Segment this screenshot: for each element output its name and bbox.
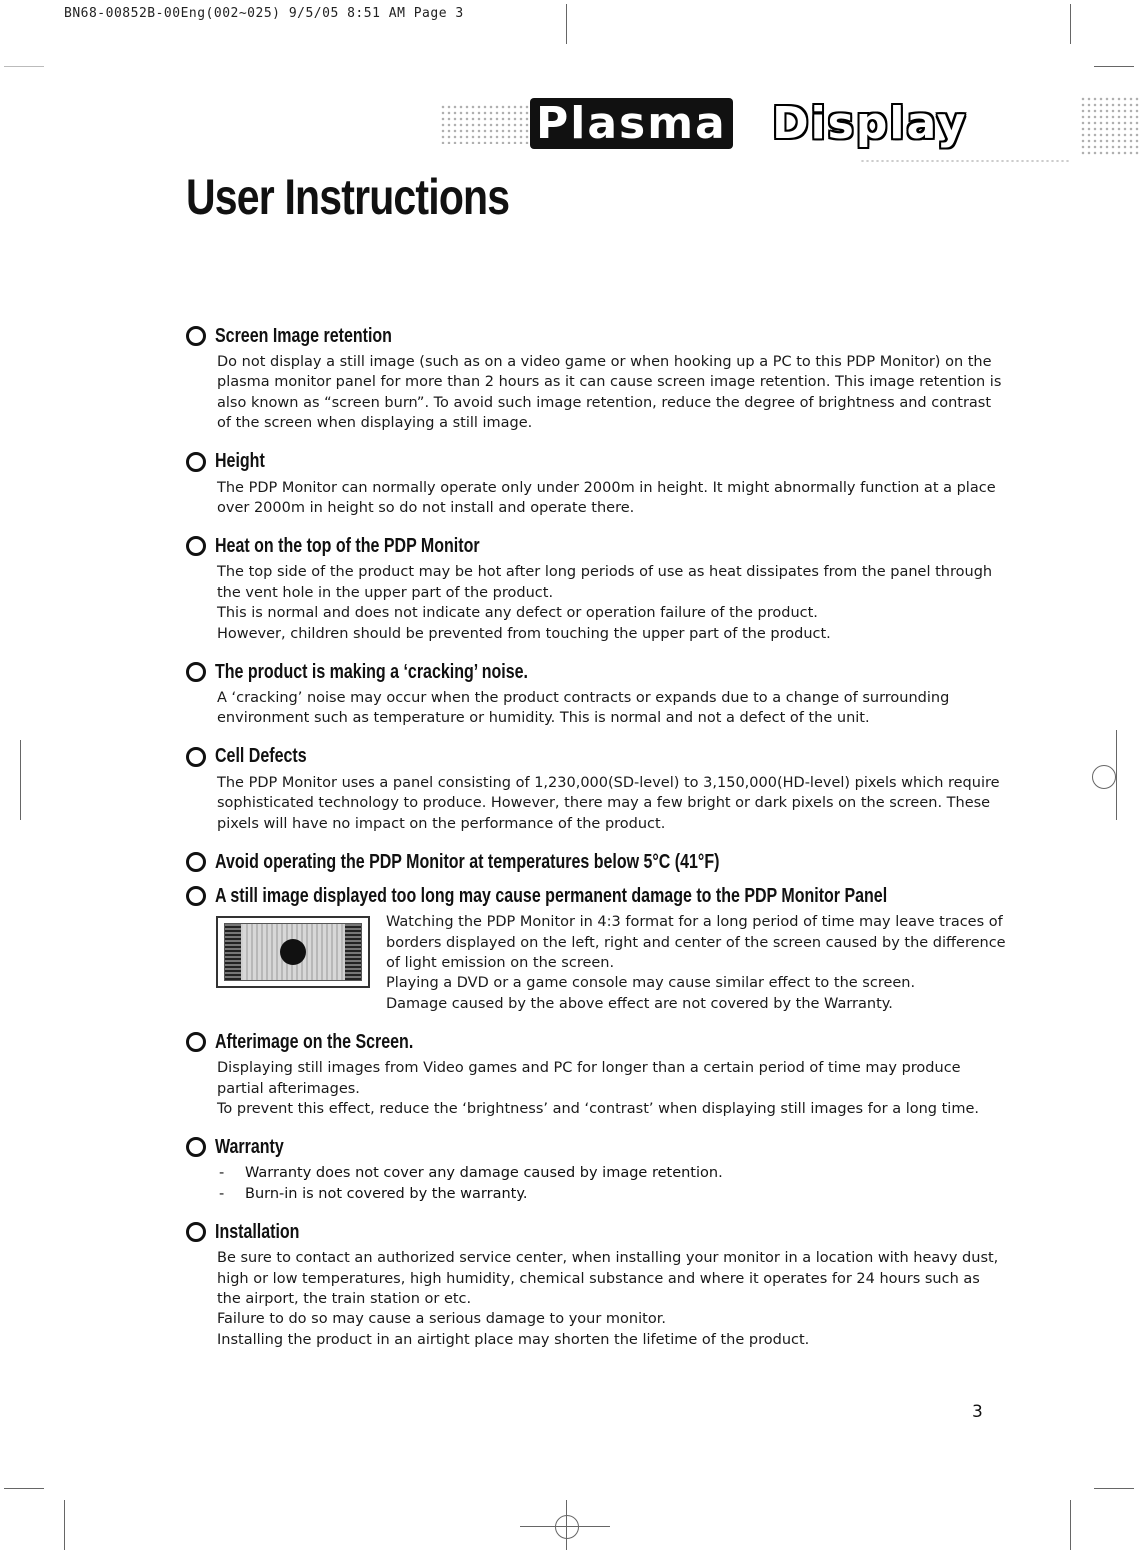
plasma-display-logo	[520, 96, 1000, 156]
section-paragraph: This is normal and does not indicate any defect or operation failure of the product.	[217, 605, 818, 622]
section-title: Screen Image retention	[215, 324, 392, 347]
logo-dot-pattern	[440, 104, 530, 144]
burn-in-illustration	[216, 916, 370, 988]
section-afterimage	[186, 1026, 1006, 1119]
circle-bullet-icon	[186, 747, 206, 767]
section-temperature	[186, 846, 1006, 878]
left-border-trace	[225, 924, 241, 980]
print-header: BN68-00852B-00Eng(002~025) 9/5/05 8:51 AM Page 3	[64, 6, 464, 21]
section-paragraph: However, children should be prevented from touching the upper part of the product.	[217, 625, 831, 642]
list-item: - Burn-in is not covered by the warranty.	[217, 1184, 1006, 1204]
section-title: A still image displayed too long may cause permanent damage to the PDP Monitor Panel	[215, 884, 888, 907]
registration-mark-icon	[555, 1515, 579, 1539]
crop-mark	[1070, 4, 1071, 44]
crop-mark	[1094, 66, 1134, 67]
crop-mark	[1116, 730, 1117, 820]
logo-word-plasma: Plasma	[530, 98, 733, 149]
section-paragraph: Displaying still images from Video games and PC for longer than a certain period of time may produce partial afterimages.	[217, 1060, 961, 1097]
section-title: Avoid operating the PDP Monitor at temperatures below 5°C (41°F)	[215, 850, 720, 873]
section-paragraph: Damage caused by the above effect are not covered by the Warranty.	[386, 995, 893, 1012]
section-paragraph: Do not display a still image (such as on a video game or when hooking up a PC to this PDP Monitor) on the plasma monitor panel for more than 2 hours as it can cause screen image retention. This image retention is also known as “screen burn”. To avoid such image retention, reduce the degree of brightness and contrast of the screen when displaying a still image.	[217, 354, 1002, 432]
instruction-sections	[186, 320, 1006, 1362]
section-title: The product is making a ‘cracking’ noise.	[215, 660, 528, 683]
section-heat	[186, 530, 1006, 644]
circle-bullet-icon	[186, 452, 206, 472]
section-installation	[186, 1216, 1006, 1350]
section-screen-image-retention	[186, 320, 1006, 434]
crop-mark	[520, 1526, 610, 1527]
section-title: Installation	[215, 1220, 300, 1243]
section-paragraph: To prevent this effect, reduce the ‘brightness’ and ‘contrast’ when displaying still images for a long time.	[217, 1100, 979, 1117]
circle-bullet-icon	[186, 662, 206, 682]
center-spot-icon	[280, 939, 306, 965]
crop-mark	[20, 740, 21, 820]
circle-bullet-icon	[186, 1137, 206, 1157]
circle-bullet-icon	[186, 1222, 206, 1242]
section-cell-defects	[186, 741, 1006, 834]
right-border-trace	[345, 924, 361, 980]
section-paragraph: The PDP Monitor can normally operate only under 2000m in height. It might abnormally function at a place over 2000m in height so do not install and operate there.	[217, 479, 996, 517]
crop-mark	[566, 1500, 567, 1550]
section-paragraph: The PDP Monitor uses a panel consisting of 1,230,000(SD-level) to 3,150,000(HD-level) pixels which require sophisticated technology to produce. However, there may a few bright or dark pixels on the screen. These pixels will have no impact on the performance of the product.	[217, 774, 1000, 832]
section-title: Heat on the top of the PDP Monitor	[215, 534, 480, 557]
logo-dotted-line	[860, 160, 1070, 162]
crop-mark	[1094, 1488, 1134, 1489]
circle-bullet-icon	[186, 886, 206, 906]
section-warranty	[186, 1131, 1006, 1204]
circle-bullet-icon	[186, 852, 206, 872]
section-paragraph: Watching the PDP Monitor in 4:3 format for a long period of time may leave traces of borders displayed on the left, right and center of the screen caused by the difference of light emission on the screen.	[386, 914, 1006, 971]
section-still-image	[186, 880, 1006, 1014]
registration-mark-icon	[1092, 765, 1116, 789]
page-title: User Instructions	[186, 169, 510, 225]
section-paragraph: Installing the product in an airtight place may shorten the lifetime of the product.	[217, 1331, 810, 1348]
section-paragraph: Be sure to contact an authorized service center, when installing your monitor in a location with heavy dust, high or low temperatures, high humidity, chemical substance and where it operates for 24 hours such as the airport, the train station or etc.	[217, 1250, 999, 1307]
section-cracking-noise	[186, 656, 1006, 729]
crop-mark	[4, 1488, 44, 1489]
section-height	[186, 446, 1006, 519]
warranty-list	[217, 1163, 1006, 1204]
crop-mark	[4, 66, 44, 67]
section-title: Afterimage on the Screen.	[215, 1030, 414, 1053]
list-item: - Warranty does not cover any damage caused by image retention.	[217, 1163, 1006, 1183]
logo-word-display: Display	[772, 98, 968, 149]
logo-text	[530, 98, 967, 149]
crop-mark	[1070, 1500, 1071, 1550]
section-paragraph: The top side of the product may be hot after long periods of use as heat dissipates from the panel through the vent hole in the upper part of the product.	[217, 564, 993, 601]
circle-bullet-icon	[186, 536, 206, 556]
crop-mark	[566, 4, 567, 44]
section-paragraph: A ‘cracking’ noise may occur when the product contracts or expands due to a change of surrounding environment such as temperature or humidity. This is normal and not a defect of the unit.	[217, 690, 950, 727]
circle-bullet-icon	[186, 326, 206, 346]
section-title: Warranty	[215, 1135, 284, 1158]
section-title: Cell Defects	[215, 745, 307, 768]
section-title: Height	[215, 450, 265, 473]
crop-mark	[64, 1500, 65, 1550]
page-number: 3	[972, 1402, 983, 1422]
section-paragraph: Failure to do so may cause a serious damage to your monitor.	[217, 1311, 666, 1328]
circle-bullet-icon	[186, 1032, 206, 1052]
logo-dot-pattern	[1080, 96, 1139, 156]
section-paragraph: Playing a DVD or a game console may cause similar effect to the screen.	[386, 975, 916, 992]
